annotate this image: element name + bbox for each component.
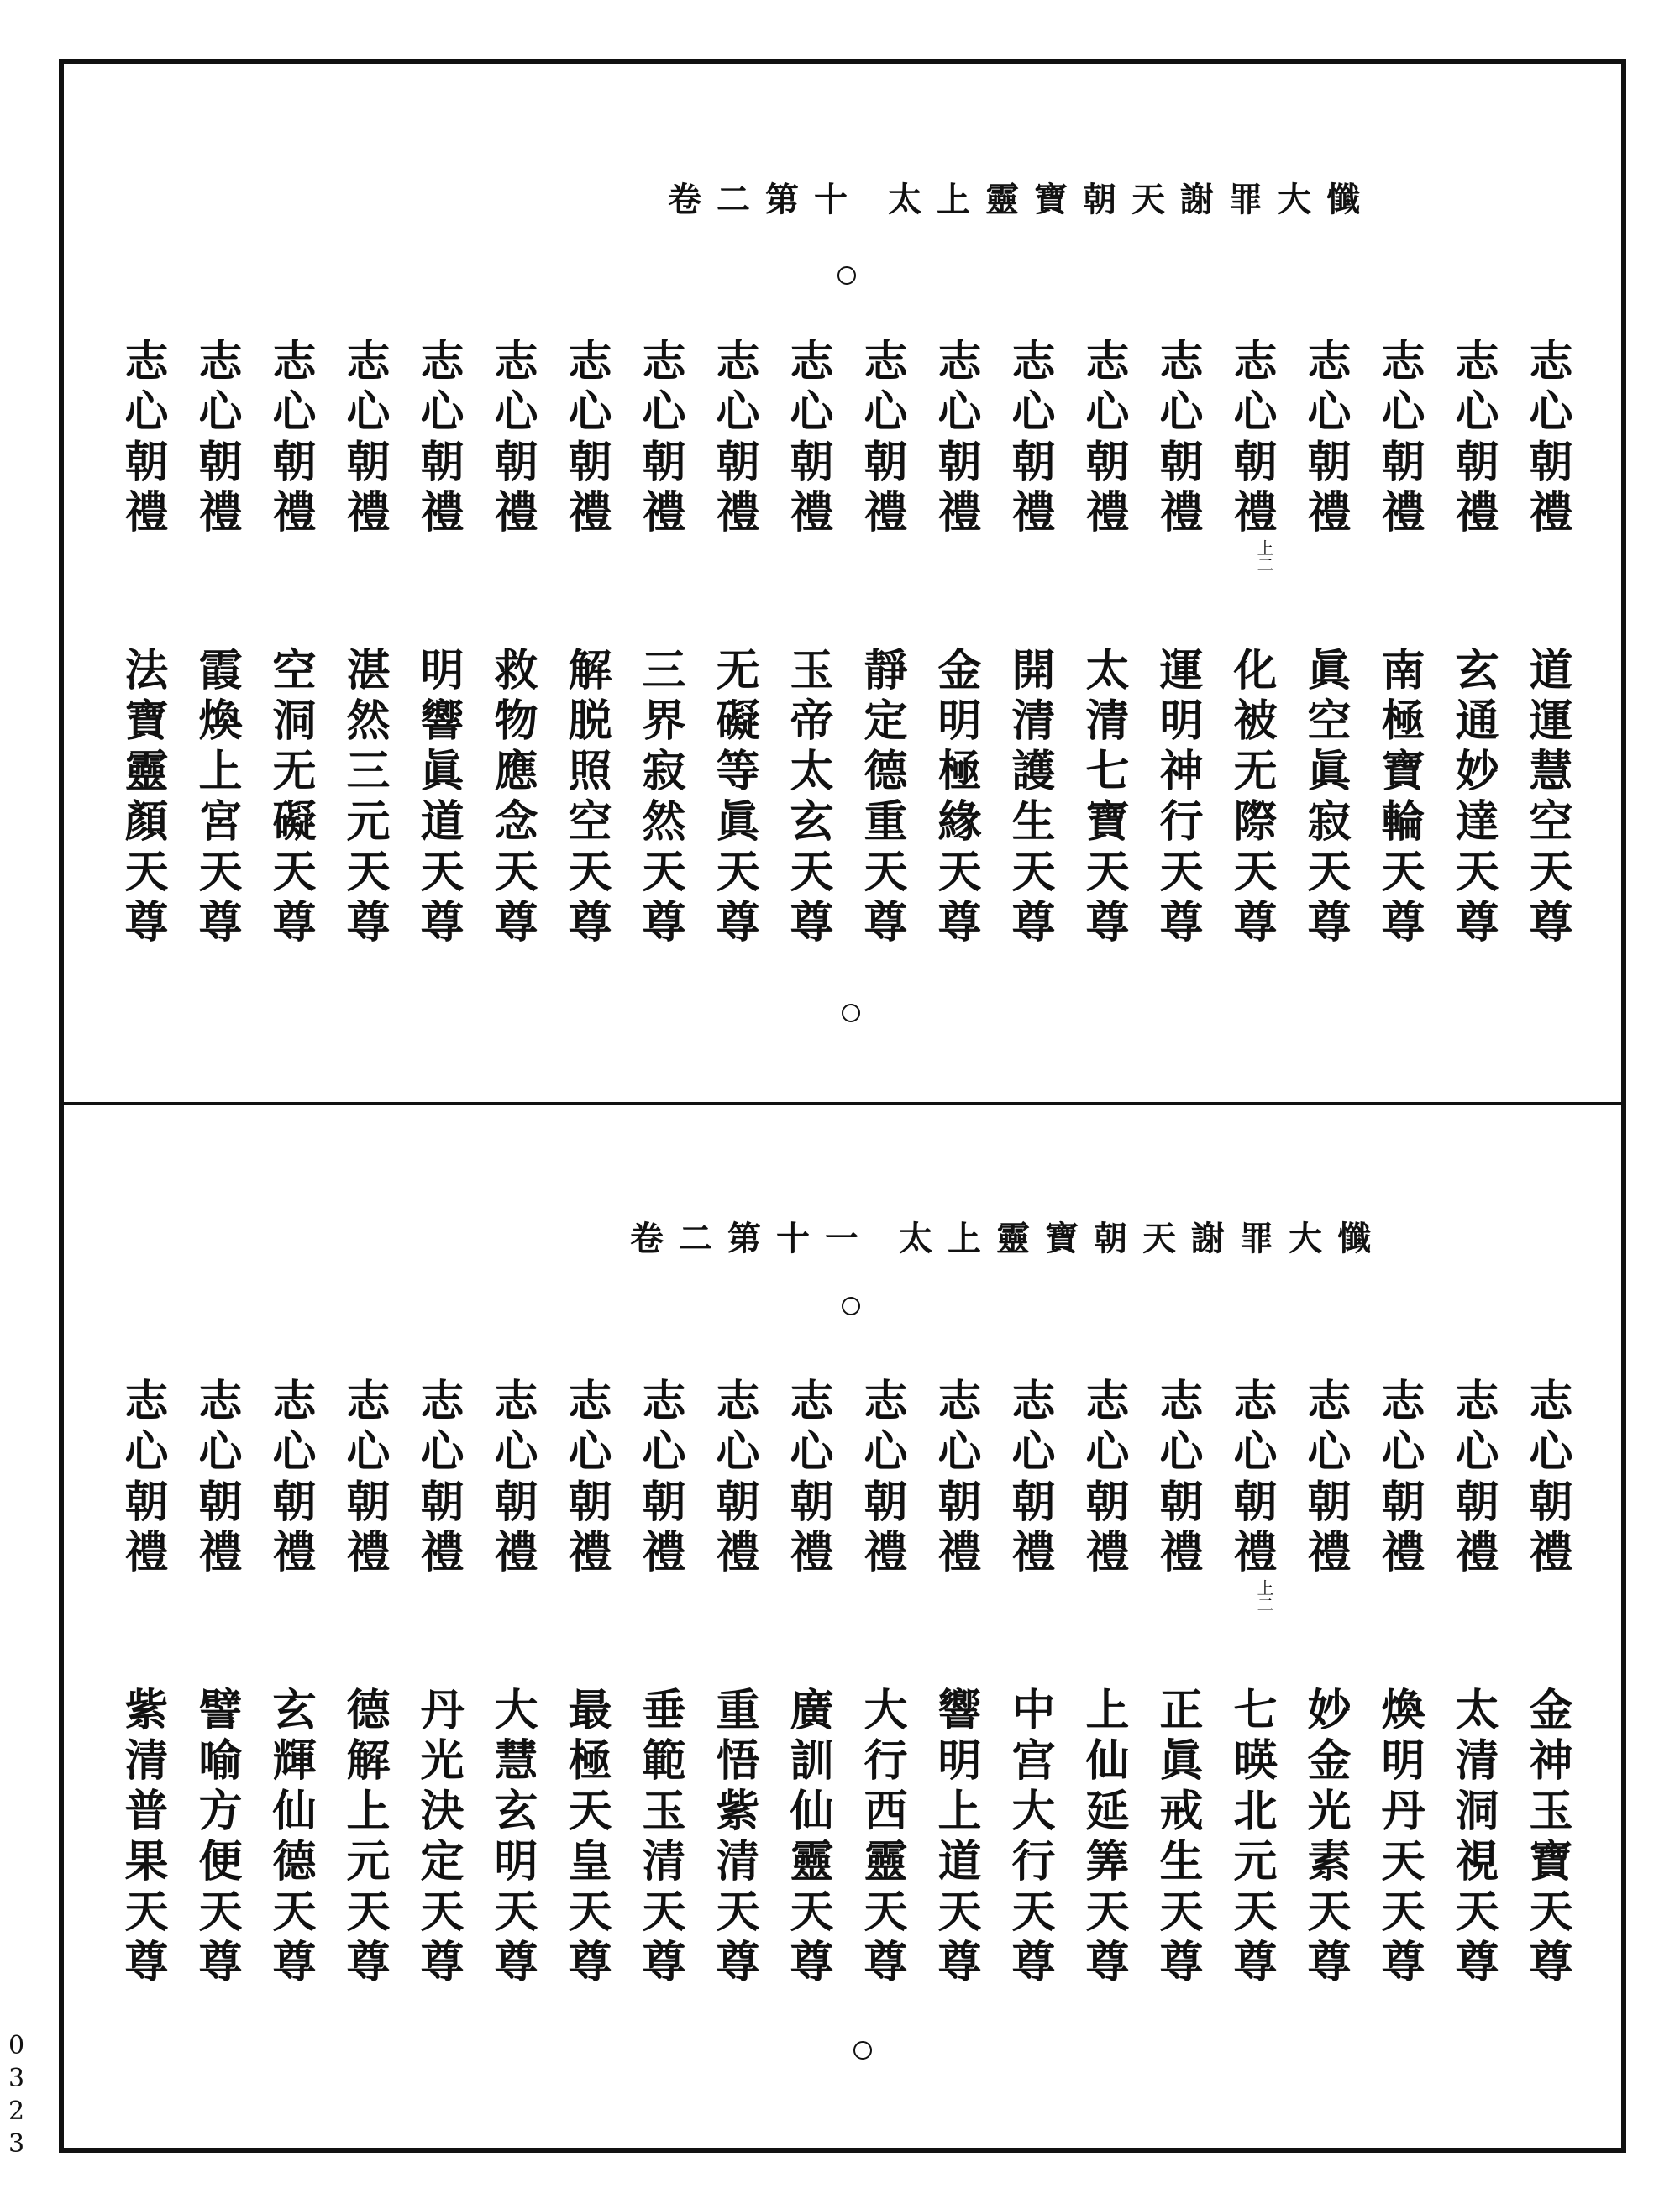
deity-name: 金神玉寶天尊	[1521, 1687, 1572, 1989]
top-header-volume: 卷二第十	[668, 180, 863, 219]
deity-name: 明響眞道天尊	[412, 647, 464, 949]
column-prefix: 志心朝禮	[634, 338, 685, 539]
column-prefix: 志心朝禮	[117, 338, 168, 539]
scripture-column	[1373, 338, 1425, 949]
column-prefix: 志心朝禮	[265, 1378, 316, 1579]
scripture-column	[1152, 338, 1203, 949]
deity-name: 丹光決定天尊	[412, 1687, 464, 1989]
deity-name: 正眞戒生天尊	[1152, 1687, 1203, 1989]
scripture-column	[412, 1378, 464, 1989]
scripture-column	[1521, 1378, 1572, 1989]
deity-name: 大行西靈天尊	[856, 1687, 907, 1989]
column-prefix: 志心朝禮	[1373, 338, 1425, 539]
column-note: 上二	[1254, 539, 1274, 573]
deity-name: 南極寶輪天尊	[1373, 647, 1425, 949]
deity-name: 垂範玉清天尊	[634, 1687, 685, 1989]
deity-name: 道運慧空天尊	[1521, 647, 1572, 949]
deity-name: 太清洞視天尊	[1447, 1687, 1499, 1989]
column-prefix: 志心朝禮	[1152, 338, 1203, 539]
scripture-column	[634, 338, 685, 949]
page-number: 0323	[2, 2031, 31, 2162]
scripture-column	[339, 1378, 390, 1989]
deity-name: 空洞无礙天尊	[265, 647, 316, 949]
deity-name: 運明神行天尊	[1152, 647, 1203, 949]
deity-name: 化被无際天尊	[1226, 647, 1277, 949]
scripture-column	[1226, 1378, 1277, 1989]
column-prefix: 志心朝禮	[708, 1378, 759, 1579]
deity-name: 眞空眞寂天尊	[1299, 647, 1351, 949]
top-running-header	[668, 173, 1375, 221]
scripture-column	[1226, 338, 1277, 949]
scripture-column	[1299, 1378, 1351, 1989]
deity-name: 七暎北元天尊	[1226, 1687, 1277, 1989]
column-prefix: 志心朝禮	[1078, 338, 1129, 539]
scripture-column	[117, 338, 168, 949]
column-prefix: 志心朝禮	[191, 1378, 242, 1579]
scripture-column	[191, 338, 242, 949]
scripture-column	[486, 1378, 538, 1989]
column-prefix: 志心朝禮	[1299, 338, 1351, 539]
deity-name: 上仙延筭天尊	[1078, 1687, 1129, 1989]
column-prefix: 志心朝禮	[1521, 1378, 1572, 1579]
deity-name: 法寶靈顏天尊	[117, 647, 168, 949]
scripture-column	[930, 1378, 981, 1989]
deity-name: 大慧玄明天尊	[486, 1687, 538, 1989]
deity-name: 響明上道天尊	[930, 1687, 981, 1989]
deity-name: 金明極緣天尊	[930, 647, 981, 949]
bottom-upper-circle-mark	[842, 1297, 860, 1315]
scripture-column	[1004, 1378, 1055, 1989]
column-prefix: 志心朝禮	[930, 1378, 981, 1579]
column-prefix: 志心朝禮	[560, 338, 612, 539]
column-prefix: 志心朝禮	[486, 1378, 538, 1579]
scripture-column	[560, 338, 612, 949]
scripture-column	[708, 338, 759, 949]
column-prefix: 志心朝禮	[1004, 1378, 1055, 1579]
scripture-column	[930, 338, 981, 949]
scripture-column	[708, 1378, 759, 1989]
bottom-running-header	[630, 1212, 1386, 1260]
scripture-column	[265, 1378, 316, 1989]
column-prefix: 志心朝禮	[1447, 1378, 1499, 1579]
column-prefix: 志心朝禮	[634, 1378, 685, 1579]
column-prefix: 志心朝禮	[1373, 1378, 1425, 1579]
scripture-column	[856, 1378, 907, 1989]
scripture-column	[1299, 338, 1351, 949]
scripture-column	[1447, 1378, 1499, 1989]
column-prefix: 志心朝禮	[560, 1378, 612, 1579]
deity-name: 救物應念天尊	[486, 647, 538, 949]
bottom-header-volume: 卷二第十一	[630, 1219, 874, 1258]
top-upper-circle-mark	[837, 266, 856, 285]
scripture-column	[1004, 338, 1055, 949]
column-prefix: 志心朝禮	[339, 1378, 390, 1579]
scripture-column	[782, 338, 833, 949]
scripture-column	[634, 1378, 685, 1989]
scripture-column	[339, 338, 390, 949]
deity-name: 湛然三元天尊	[339, 647, 390, 949]
column-prefix: 志心朝禮	[265, 338, 316, 539]
deity-name: 德解上元天尊	[339, 1687, 390, 1989]
scripture-column	[1078, 1378, 1129, 1989]
section-divider	[59, 1102, 1626, 1105]
scripture-column	[117, 1378, 168, 1989]
deity-name: 重悟紫清天尊	[708, 1687, 759, 1989]
deity-name: 譬喻方便天尊	[191, 1687, 242, 1989]
scripture-column	[782, 1378, 833, 1989]
column-prefix: 志心朝禮	[856, 1378, 907, 1579]
deity-name: 解脱照空天尊	[560, 647, 612, 949]
column-prefix: 志心朝禮	[1078, 1378, 1129, 1579]
column-prefix: 志心朝禮	[1226, 338, 1277, 539]
column-prefix: 志心朝禮	[1521, 338, 1572, 539]
scripture-column	[1373, 1378, 1425, 1989]
deity-name: 煥明丹天天尊	[1373, 1687, 1425, 1989]
scripture-column	[486, 338, 538, 949]
column-note: 上二	[1254, 1579, 1274, 1613]
deity-name: 最極天皇天尊	[560, 1687, 612, 1989]
column-prefix: 志心朝禮	[1447, 338, 1499, 539]
scripture-column	[856, 338, 907, 949]
column-gap	[1229, 539, 1273, 647]
deity-name: 霞煥上宮天尊	[191, 647, 242, 949]
column-prefix: 志心朝禮	[412, 338, 464, 539]
column-prefix: 志心朝禮	[1152, 1378, 1203, 1579]
deity-name: 妙金光素天尊	[1299, 1687, 1351, 1989]
scripture-column	[560, 1378, 612, 1989]
deity-name: 太清七寶天尊	[1078, 647, 1129, 949]
top-header-title: 太上靈寶朝天謝罪大懺	[888, 180, 1375, 219]
deity-name: 廣訓仙靈天尊	[782, 1687, 833, 1989]
column-prefix: 志心朝禮	[930, 338, 981, 539]
scripture-column	[412, 338, 464, 949]
column-prefix: 志心朝禮	[782, 1378, 833, 1579]
deity-name: 開清護生天尊	[1004, 647, 1055, 949]
scripture-column	[1152, 1378, 1203, 1989]
deity-name: 玄通妙達天尊	[1447, 647, 1499, 949]
deity-name: 靜定德重天尊	[856, 647, 907, 949]
scripture-column	[191, 1378, 242, 1989]
column-prefix: 志心朝禮	[486, 338, 538, 539]
deity-name: 玉帝太玄天尊	[782, 647, 833, 949]
column-prefix: 志心朝禮	[1226, 1378, 1277, 1579]
deity-name: 三界寂然天尊	[634, 647, 685, 949]
column-gap	[1229, 1579, 1273, 1687]
scripture-column	[265, 338, 316, 949]
column-prefix: 志心朝禮	[782, 338, 833, 539]
bottom-lower-circle-mark	[853, 2041, 872, 2060]
column-prefix: 志心朝禮	[1004, 338, 1055, 539]
deity-name: 中宫大行天尊	[1004, 1687, 1055, 1989]
deity-name: 无礙等眞天尊	[708, 647, 759, 949]
column-prefix: 志心朝禮	[856, 338, 907, 539]
top-lower-circle-mark	[842, 1004, 860, 1022]
scripture-column	[1521, 338, 1572, 949]
scripture-column	[1447, 338, 1499, 949]
column-prefix: 志心朝禮	[708, 338, 759, 539]
column-prefix: 志心朝禮	[117, 1378, 168, 1579]
deity-name: 紫清普果天尊	[117, 1687, 168, 1989]
deity-name: 玄輝仙德天尊	[265, 1687, 316, 1989]
column-prefix: 志心朝禮	[339, 338, 390, 539]
column-prefix: 志心朝禮	[412, 1378, 464, 1579]
column-prefix: 志心朝禮	[191, 338, 242, 539]
column-prefix: 志心朝禮	[1299, 1378, 1351, 1579]
scripture-column	[1078, 338, 1129, 949]
bottom-header-title: 太上靈寶朝天謝罪大懺	[899, 1219, 1386, 1258]
